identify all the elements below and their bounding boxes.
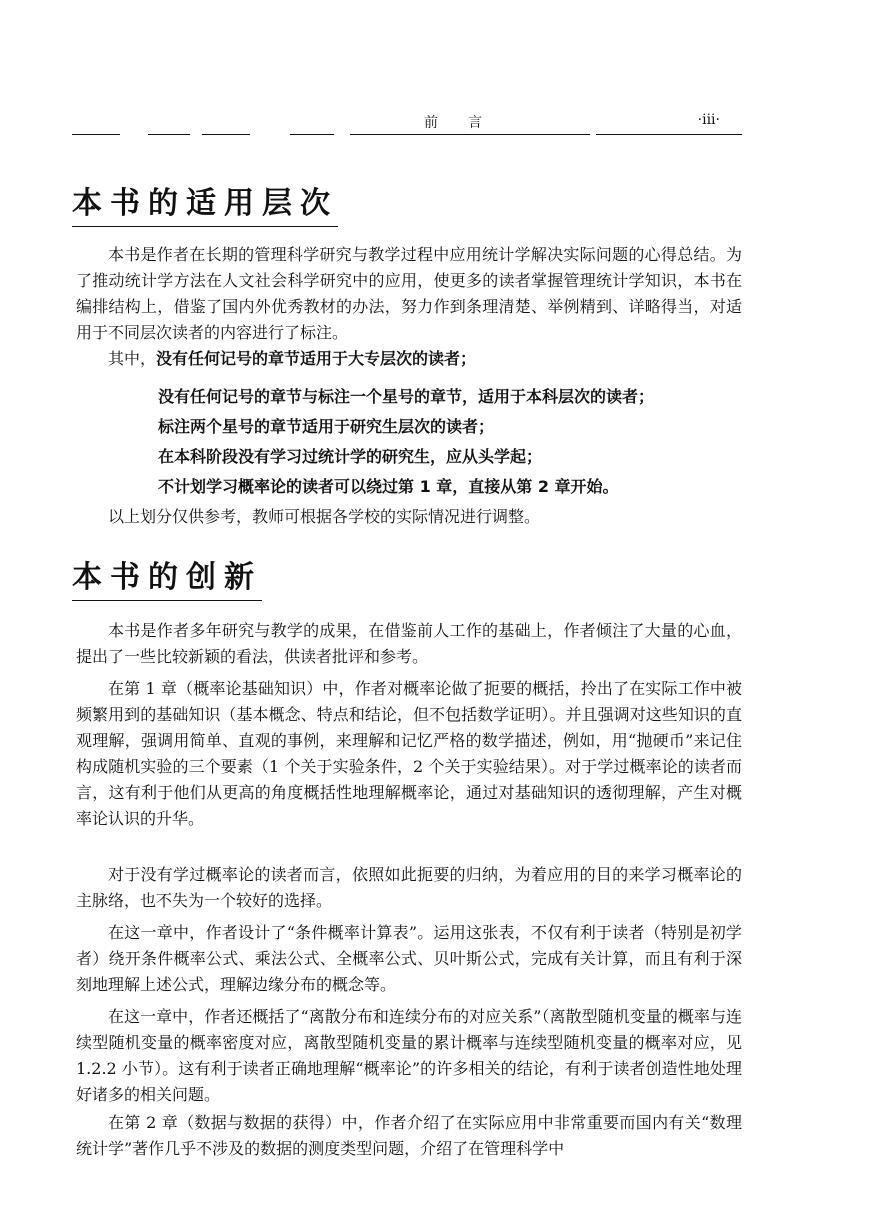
levels-lead-line — [108, 346, 476, 372]
running-header — [72, 112, 742, 136]
innovation-paragraph: 在第 1 章（概率论基础知识）中，作者对概率论做了扼要的概括，拎出了在实际工作中被频繁用到的基础知识（基本概念、特点和结论，但不包括数学证明）。并且强调对这些知识的直观理解，强调用简单、直观的事例，来理解和记忆严格的数学描述，例如，用“抛硬币”来记住构成随机实验的三个要素（1 个关于实验条件，2 个关于实验结果）。对于学过概率论的读者而言，这有利于他们从更高的角度概括性地理解概率论，通过对基础知识的透彻理解，产生对概率论认识的升华。 — [76, 679, 742, 828]
section-levels-intro: 本书是作者在长期的管理科学研究与教学过程中应用统计学解决实际问题的心得总结。为了推动统计学方法在人文社会科学研究中的应用，使更多的读者掌握管理统计学知识，本书在编排结构上，借鉴了国内外优秀教材的办法，努力作到条理清楚、举例精到、详略得当，对适用于不同层次读者的内容进行了标注。 — [76, 245, 742, 342]
levels-item: 在本科阶段没有学习过统计学的研究生，应从头学起； — [158, 447, 543, 466]
levels-note: 以上划分仅供参考，教师可根据各学校的实际情况进行调整。 — [108, 507, 541, 526]
page-number: ·iii· — [697, 112, 720, 128]
innovation-paragraph: 在这一章中，作者设计了“条件概率计算表”。运用这张表，不仅有利于读者（特别是初学者）绕开条件概率公式、乘法公式、全概率公式、贝叶斯公式，完成有关计算，而且有利于深刻地理解上述公式，理解边缘分布的概念等。 — [76, 923, 742, 994]
levels-lead-bold: 没有任何记号的章节适用于大专层次的读者； — [156, 349, 477, 368]
header-rule-gap — [334, 130, 350, 138]
section-heading-innovation: 本书的创新 — [72, 552, 262, 601]
innovation-paragraph: 在第 2 章（数据与数据的获得）中，作者介绍了在实际应用中非常重要而国内有关“数理统计学”著作几乎不涉及的数据的测度类型问题，介绍了在管理科学中 — [76, 1113, 742, 1158]
levels-item: 不计划学习概率论的读者可以绕过第 1 章，直接从第 2 章开始。 — [158, 477, 619, 496]
header-rule-gap — [120, 130, 148, 138]
levels-item: 标注两个星号的章节适用于研究生层次的读者； — [158, 417, 495, 436]
innovation-paragraph: 本书是作者多年研究与教学的成果，在借鉴前人工作的基础上，作者倾注了大量的心血，提出了一些比较新颖的看法，供读者批评和参考。 — [76, 621, 742, 666]
header-rule-gap — [590, 130, 596, 138]
levels-item: 没有任何记号的章节与标注一个星号的章节，适用于本科层次的读者； — [158, 387, 655, 406]
innovation-paragraph: 在这一章中，作者还概括了“离散分布和连续分布的对应关系”（离散型随机变量的概率与连续型随机变量的概率密度对应，离散型随机变量的累计概率与连续型随机变量的概率对应，见 1.2.2 小节）。这有利于读者正确地理解“概率论”的许多相关的结论，有利于读者创造性地处理好诸多的相关问题。 — [76, 1007, 742, 1104]
header-rule-gap — [250, 130, 290, 138]
section-heading-levels: 本书的适用层次 — [72, 178, 338, 227]
header-rule-gap — [190, 130, 202, 138]
running-header-title: 前言 — [424, 115, 512, 131]
header-rule — [72, 134, 742, 135]
innovation-paragraph: 对于没有学过概率论的读者而言，依照如此扼要的归纳，为着应用的目的来学习概率论的主脉络，也不失为一个较好的选择。 — [76, 865, 742, 910]
levels-lead-text: 其中， — [108, 349, 157, 368]
